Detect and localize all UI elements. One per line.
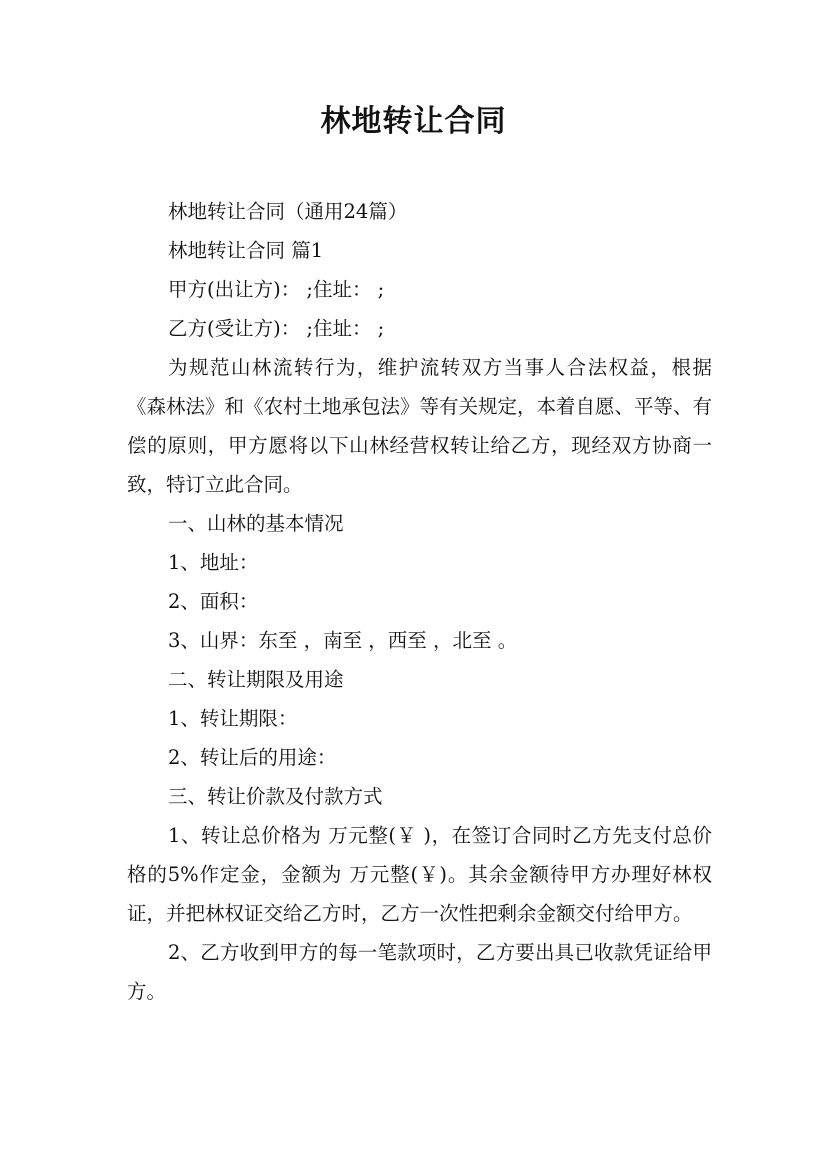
section-1-item-area: 2、面积： (168, 590, 259, 613)
section-3-paragraph-price: 1、转让总价格为 万元整(￥ )，在签订合同时乙方先支付总价格的5%作定金，金额为 万元整(￥)。其余金额待甲方办理好林权证，并把林权证交给乙方时，乙方一次性把剩余金额交付给甲方。 (127, 824, 712, 925)
section-1-item-boundary: 3、山界：东至 ，南至 ，西至 ，北至 。 (168, 629, 518, 652)
section-2-item-usage: 2、转让后的用途： (168, 746, 337, 769)
chapter-heading: 林地转让合同 篇1 (168, 239, 324, 262)
section-3-paragraph-receipt: 2、乙方收到甲方的每一笔款项时，乙方要出具已收款凭证给甲方。 (127, 941, 712, 1003)
subtitle-line: 林地转让合同（通用24篇） (168, 200, 408, 223)
section-2-heading: 二、转让期限及用途 (168, 668, 344, 691)
document-title: 林地转让合同 (320, 104, 507, 139)
document-body (127, 192, 712, 1011)
party-a-line: 甲方(出让方)： ;住址： ; (168, 278, 385, 301)
section-3-heading: 三、转让价款及付款方式 (168, 785, 383, 808)
intro-paragraph: 为规范山林流转行为，维护流转双方当事人合法权益，根据《森林法》和《农村土地承包法》等有关规定，本着自愿、平等、有偿的原则，甲方愿将以下山林经营权转让给乙方，现经双方协商一致，特订立此合同。 (127, 356, 713, 496)
section-2-item-term: 1、转让期限： (168, 707, 298, 730)
party-b-line: 乙方(受让方)： ;住址： ; (168, 317, 385, 340)
section-1-heading: 一、山林的基本情况 (168, 512, 344, 535)
section-1-item-address: 1、地址： (168, 551, 259, 574)
